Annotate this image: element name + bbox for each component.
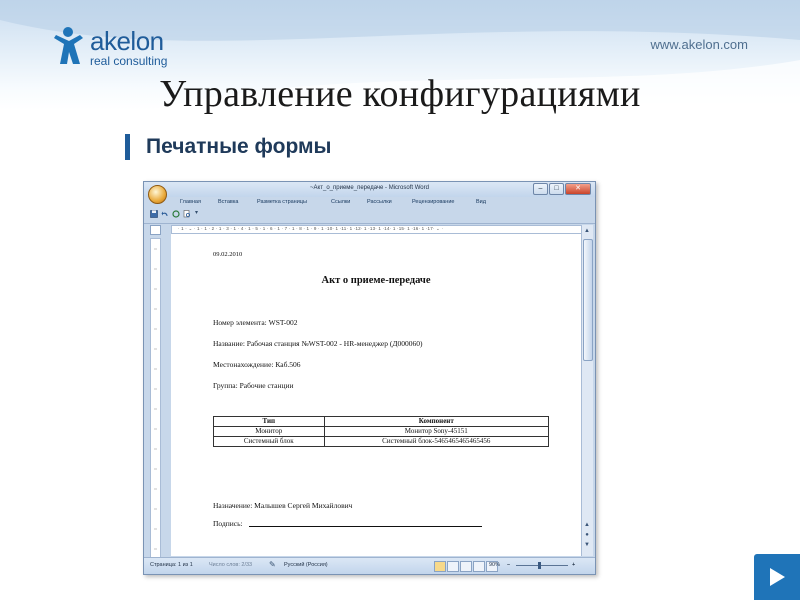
window-title: ~Акт_о_приеме_передаче - Microsoft Word: [310, 185, 429, 191]
akelon-logo: [50, 24, 190, 70]
next-slide-button[interactable]: [754, 554, 800, 600]
subtitle-bar: [125, 134, 130, 160]
print-layout-icon[interactable]: [434, 561, 446, 572]
tab-view[interactable]: Вид: [476, 199, 486, 205]
web-layout-icon[interactable]: [460, 561, 472, 572]
logo-subtitle: real consulting: [90, 54, 168, 68]
signature-line: [249, 526, 482, 527]
table-row: [214, 437, 549, 447]
field-element-number: Номер элемента: WST-002: [213, 318, 298, 327]
ribbon-tabs: [144, 197, 595, 208]
quick-access-toolbar: [148, 209, 258, 221]
play-arrow-icon: [766, 566, 788, 588]
cell-type: Системный блок: [214, 437, 325, 447]
document-title: Акт о приеме-передаче: [321, 275, 431, 286]
zoom-level[interactable]: 90%: [489, 562, 501, 568]
outline-icon[interactable]: [473, 561, 485, 572]
zoom-slider[interactable]: [516, 565, 568, 566]
close-button[interactable]: ✕: [565, 183, 591, 195]
vertical-scrollbar[interactable]: [581, 225, 593, 556]
tab-selector[interactable]: [150, 225, 161, 235]
word-window: [143, 181, 596, 575]
table-row: [214, 427, 549, 437]
signature-label: Подпись:: [213, 519, 243, 528]
scrollbar-thumb[interactable]: [583, 239, 593, 361]
field-group: Группа: Рабочие станции: [213, 381, 294, 390]
vertical-ruler[interactable]: [150, 238, 161, 558]
site-url: www.akelon.com: [650, 37, 748, 52]
status-word-count[interactable]: Число слов: 2/33: [209, 562, 253, 568]
browse-object-icon[interactable]: ●: [585, 532, 589, 538]
ribbon-divider: [144, 223, 595, 224]
undo-icon[interactable]: [161, 210, 169, 218]
word-titlebar: [144, 182, 595, 197]
zoom-in-icon[interactable]: +: [572, 562, 576, 568]
slide-title: Управление конфигурациями: [159, 73, 641, 115]
spelling-check-icon[interactable]: ✎: [269, 560, 276, 569]
status-language[interactable]: Русский (Россия): [284, 562, 328, 568]
field-location: Местонахождение: Каб.506: [213, 360, 301, 369]
table-header-row: [214, 417, 549, 427]
minimize-button[interactable]: –: [533, 183, 548, 195]
column-header-component: Компонент: [324, 417, 548, 427]
maximize-button[interactable]: □: [549, 183, 564, 195]
status-bar: [144, 557, 595, 574]
save-icon[interactable]: [150, 210, 158, 218]
scroll-down-icon[interactable]: ▼: [584, 542, 590, 548]
full-screen-icon[interactable]: [447, 561, 459, 572]
column-header-type: Тип: [214, 417, 325, 427]
qat-dropdown-icon[interactable]: ▾: [195, 210, 199, 216]
status-page[interactable]: Страница: 1 из 1: [150, 562, 193, 568]
tab-home[interactable]: Главная: [180, 199, 201, 205]
tab-mailings[interactable]: Рассылки: [367, 199, 392, 205]
print-preview-icon[interactable]: [183, 210, 191, 218]
scroll-up-icon[interactable]: ▲: [584, 228, 590, 234]
tab-insert[interactable]: Вставка: [218, 199, 239, 205]
field-name: Название: Рабочая станция №WST-002 - HR-менеджер (Д000060): [213, 339, 423, 348]
tab-references[interactable]: Ссылки: [331, 199, 351, 205]
ruler-marks: · 1 · ⌄ · 1 · 1 · 2 · 1 · 3 · 1 · 4 · 1 · 5 · 1 · 6 · 1 · 7 · 1 · 8 · 1 · 9 · 1 ·10· 1 ·11· 1 ·12· 1 ·13· 1 ·14· 1 ·15· 1 ·16· 1 ·17· ⌄ ·: [178, 226, 444, 231]
logo-figure-icon: [50, 26, 86, 66]
document-date: 09.02.2010: [213, 251, 243, 258]
scroll-up-page-icon[interactable]: ▲: [584, 522, 590, 528]
cell-component: Монитор Sony-45151: [324, 427, 548, 437]
document-page[interactable]: [171, 234, 581, 556]
components-table: [213, 416, 549, 447]
cell-component: Системный блок-5465465465465456: [324, 437, 548, 447]
zoom-out-icon[interactable]: –: [507, 562, 511, 568]
assignee-line: Назначение: Малышев Сергей Михайлович: [213, 501, 353, 510]
horizontal-ruler[interactable]: [171, 225, 583, 234]
slide-subtitle: Печатные формы: [146, 135, 332, 158]
tab-page-layout[interactable]: Разметка страницы: [257, 199, 307, 205]
redo-icon[interactable]: [172, 210, 180, 218]
logo-name: akelon: [90, 26, 164, 56]
zoom-slider-thumb[interactable]: [538, 562, 541, 569]
tab-review[interactable]: Рецензирование: [412, 199, 455, 205]
cell-type: Монитор: [214, 427, 325, 437]
